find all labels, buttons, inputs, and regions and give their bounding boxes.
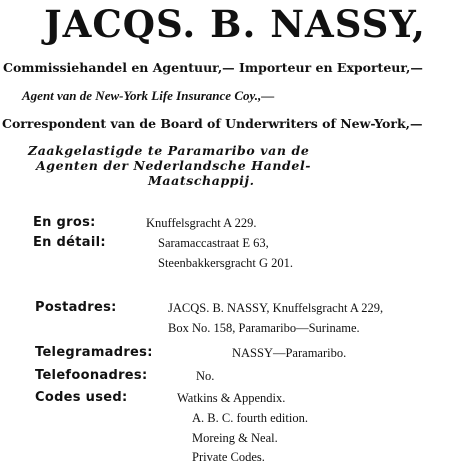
en-gros-address: Knuffelsgracht A 229.: [146, 216, 257, 230]
en-detail-address: Steenbakkersgracht G 201.: [158, 256, 294, 270]
telegramadres-value: NASSY—Paramaribo.: [232, 346, 347, 360]
code-item: Watkins & Appendix.: [177, 391, 286, 405]
en-gros-label: En gros:: [33, 215, 96, 230]
representative-note: [28, 143, 311, 188]
telefoonadres-label: Telefoonadres:: [35, 368, 148, 383]
representative-line: Agenten der Nederlandsche Handel-: [36, 158, 312, 173]
en-detail-label: En détail:: [33, 235, 106, 250]
code-item: Moreing & Neal.: [192, 431, 278, 445]
postadres-line: Box No. 158, Paramaribo—Suriname.: [168, 321, 360, 335]
code-item: A. B. C. fourth edition.: [192, 411, 308, 425]
business-description: Commissiehandel en Agentuur,— Importeur en Exporteur,—: [3, 60, 423, 75]
en-detail-address: Saramaccastraat E 63,: [158, 236, 269, 250]
representative-line: Zaakgelastigde te Paramaribo van de: [28, 143, 310, 158]
code-item: Private Codes.: [192, 450, 265, 464]
company-name-title: JACQS. B. NASSY,: [44, 2, 426, 46]
postadres-line: JACQS. B. NASSY, Knuffelsgracht A 229,: [168, 301, 384, 315]
codes-used-label: Codes used:: [35, 390, 128, 405]
representative-line: Maatschappij.: [148, 173, 255, 188]
correspondent-line: Correspondent van de Board of Underwriters of New-York,—: [2, 116, 423, 131]
postadres-label: Postadres:: [35, 300, 117, 315]
telegramadres-label: Telegramadres:: [35, 345, 153, 360]
insurance-agent-line: Agent van de New-York Life Insurance Coy.,—: [22, 88, 275, 103]
telefoonadres-value: No.: [196, 369, 215, 383]
